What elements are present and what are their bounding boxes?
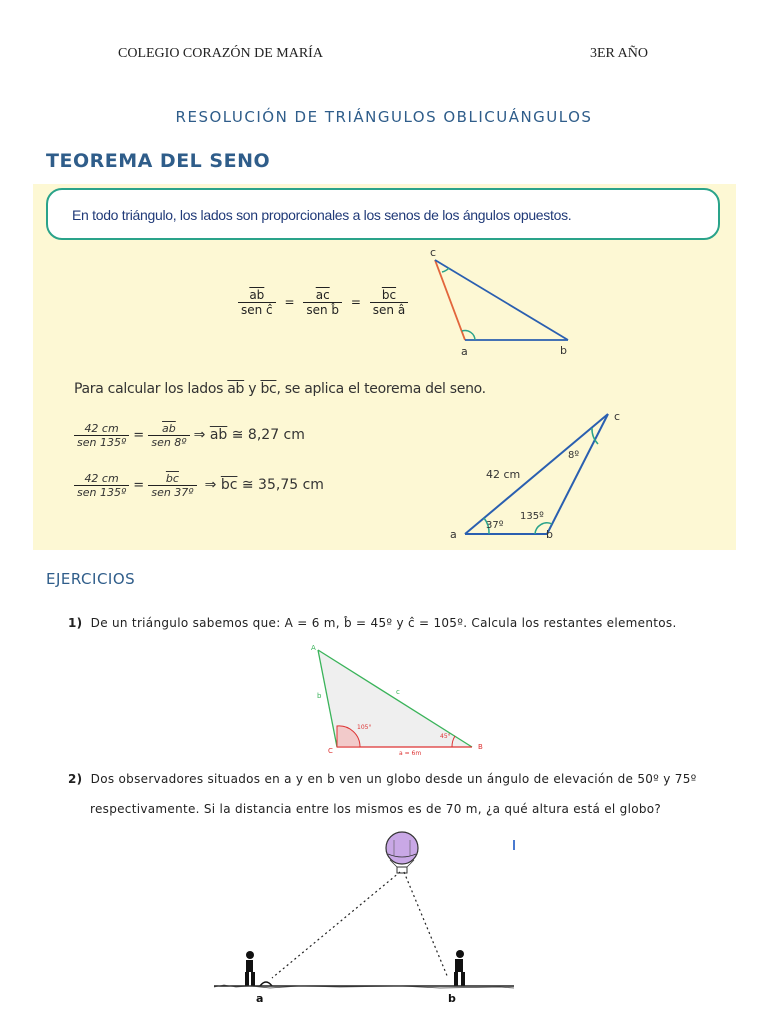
side-length-label: 42 cm: [486, 468, 521, 481]
angle-c-label: 8º: [568, 450, 580, 461]
law-of-sines-formula: $\frac{\overline{ab}}{\text{sen ĉ}}$ = $\frac{\overline{ac}}{\text{sen b̂}}$ = $\frac{\overline{bc}}{\text{sen â}}$: [238, 288, 408, 317]
side-b-label: b: [317, 692, 322, 700]
vertex-a-label: a: [461, 345, 468, 358]
observer-b-icon: [454, 950, 465, 986]
exercise-2: 2) Dos observadores situados en a y en b ven un globo desde un ángulo de elevación de 50º y 75º: [68, 772, 697, 786]
intro-sentence: Para calcular los lados $\overline{ab}$ y $\overline{bc}$, se aplica el teorema del seno.: [74, 381, 486, 397]
grade-label: 3ER AÑO: [590, 46, 648, 61]
vertex-a-label: a: [450, 528, 457, 541]
vertex-C-label: C: [328, 747, 333, 755]
school-name: COLEGIO CORAZÓN DE MARÍA: [118, 46, 323, 61]
vertex-B-label: B: [478, 743, 483, 751]
side-c-label: c: [396, 688, 400, 696]
balloon-figure: [210, 826, 520, 1016]
point-b-label: b: [448, 992, 456, 1005]
callout-text: En todo triángulo, los lados son proporcionales a los senos de los ángulos opuestos.: [72, 207, 572, 223]
angle-45-label: 45°: [440, 733, 451, 740]
vertex-c-label: c: [614, 410, 621, 423]
section-title: TEOREMA DEL SENO: [46, 150, 271, 172]
exercise-1: 1) De un triángulo sabemos que: A = 6 m, b̂ = 45º y ĉ = 105º. Calcula los restantes elementos.: [68, 616, 677, 630]
calculation-ab: $\frac{42 cm}{\text{sen 135º}}$ = $\frac{\overline{ab}}{\text{sen 8º}}$ ⇒ $\overline{ab}$ ≅ 8,27 cm: [74, 422, 305, 449]
fraction-bc: $\frac{\overline{bc}}{\text{sen â}}$: [370, 288, 408, 317]
side-a-label: a = 6m: [399, 750, 422, 756]
fraction-ab: $\frac{\overline{ab}}{\text{sen ĉ}}$: [238, 288, 276, 317]
fraction-ac: $\frac{\overline{ac}}{\text{sen b̂}}$: [303, 288, 342, 317]
point-a-label: a: [256, 992, 264, 1005]
angle-105-label: 105°: [357, 724, 372, 731]
angle-a-label: 37º: [486, 520, 504, 531]
exercise-1-triangle: [300, 640, 500, 756]
exercises-title: EJERCICIOS: [46, 570, 136, 588]
balloon-icon: [386, 832, 418, 864]
vertex-b-label: b: [560, 344, 567, 357]
document-title: RESOLUCIÓN DE TRIÁNGULOS OBLICUÁNGULOS: [175, 108, 593, 126]
calculation-bc: $\frac{42 cm}{\text{sen 135º}}$ = $\frac{\overline{bc}}{\text{sen 37º}}$ ⇒ $\overline{bc}$ ≅ 35,75 cm: [74, 472, 324, 499]
vertex-A-label: A: [311, 644, 316, 652]
theorem-callout: [46, 188, 720, 240]
vertex-b-label: b: [546, 528, 553, 541]
angle-b-label: 135º: [520, 511, 544, 522]
triangle-diagram-2: [440, 404, 640, 544]
observer-a-icon: [245, 951, 272, 986]
vertex-c-label: c: [430, 248, 437, 259]
exercise-2-line2: respectivamente. Si la distancia entre los mismos es de 70 m, ¿a qué altura está el globo?: [90, 802, 662, 816]
triangle-diagram-1: [420, 248, 590, 360]
